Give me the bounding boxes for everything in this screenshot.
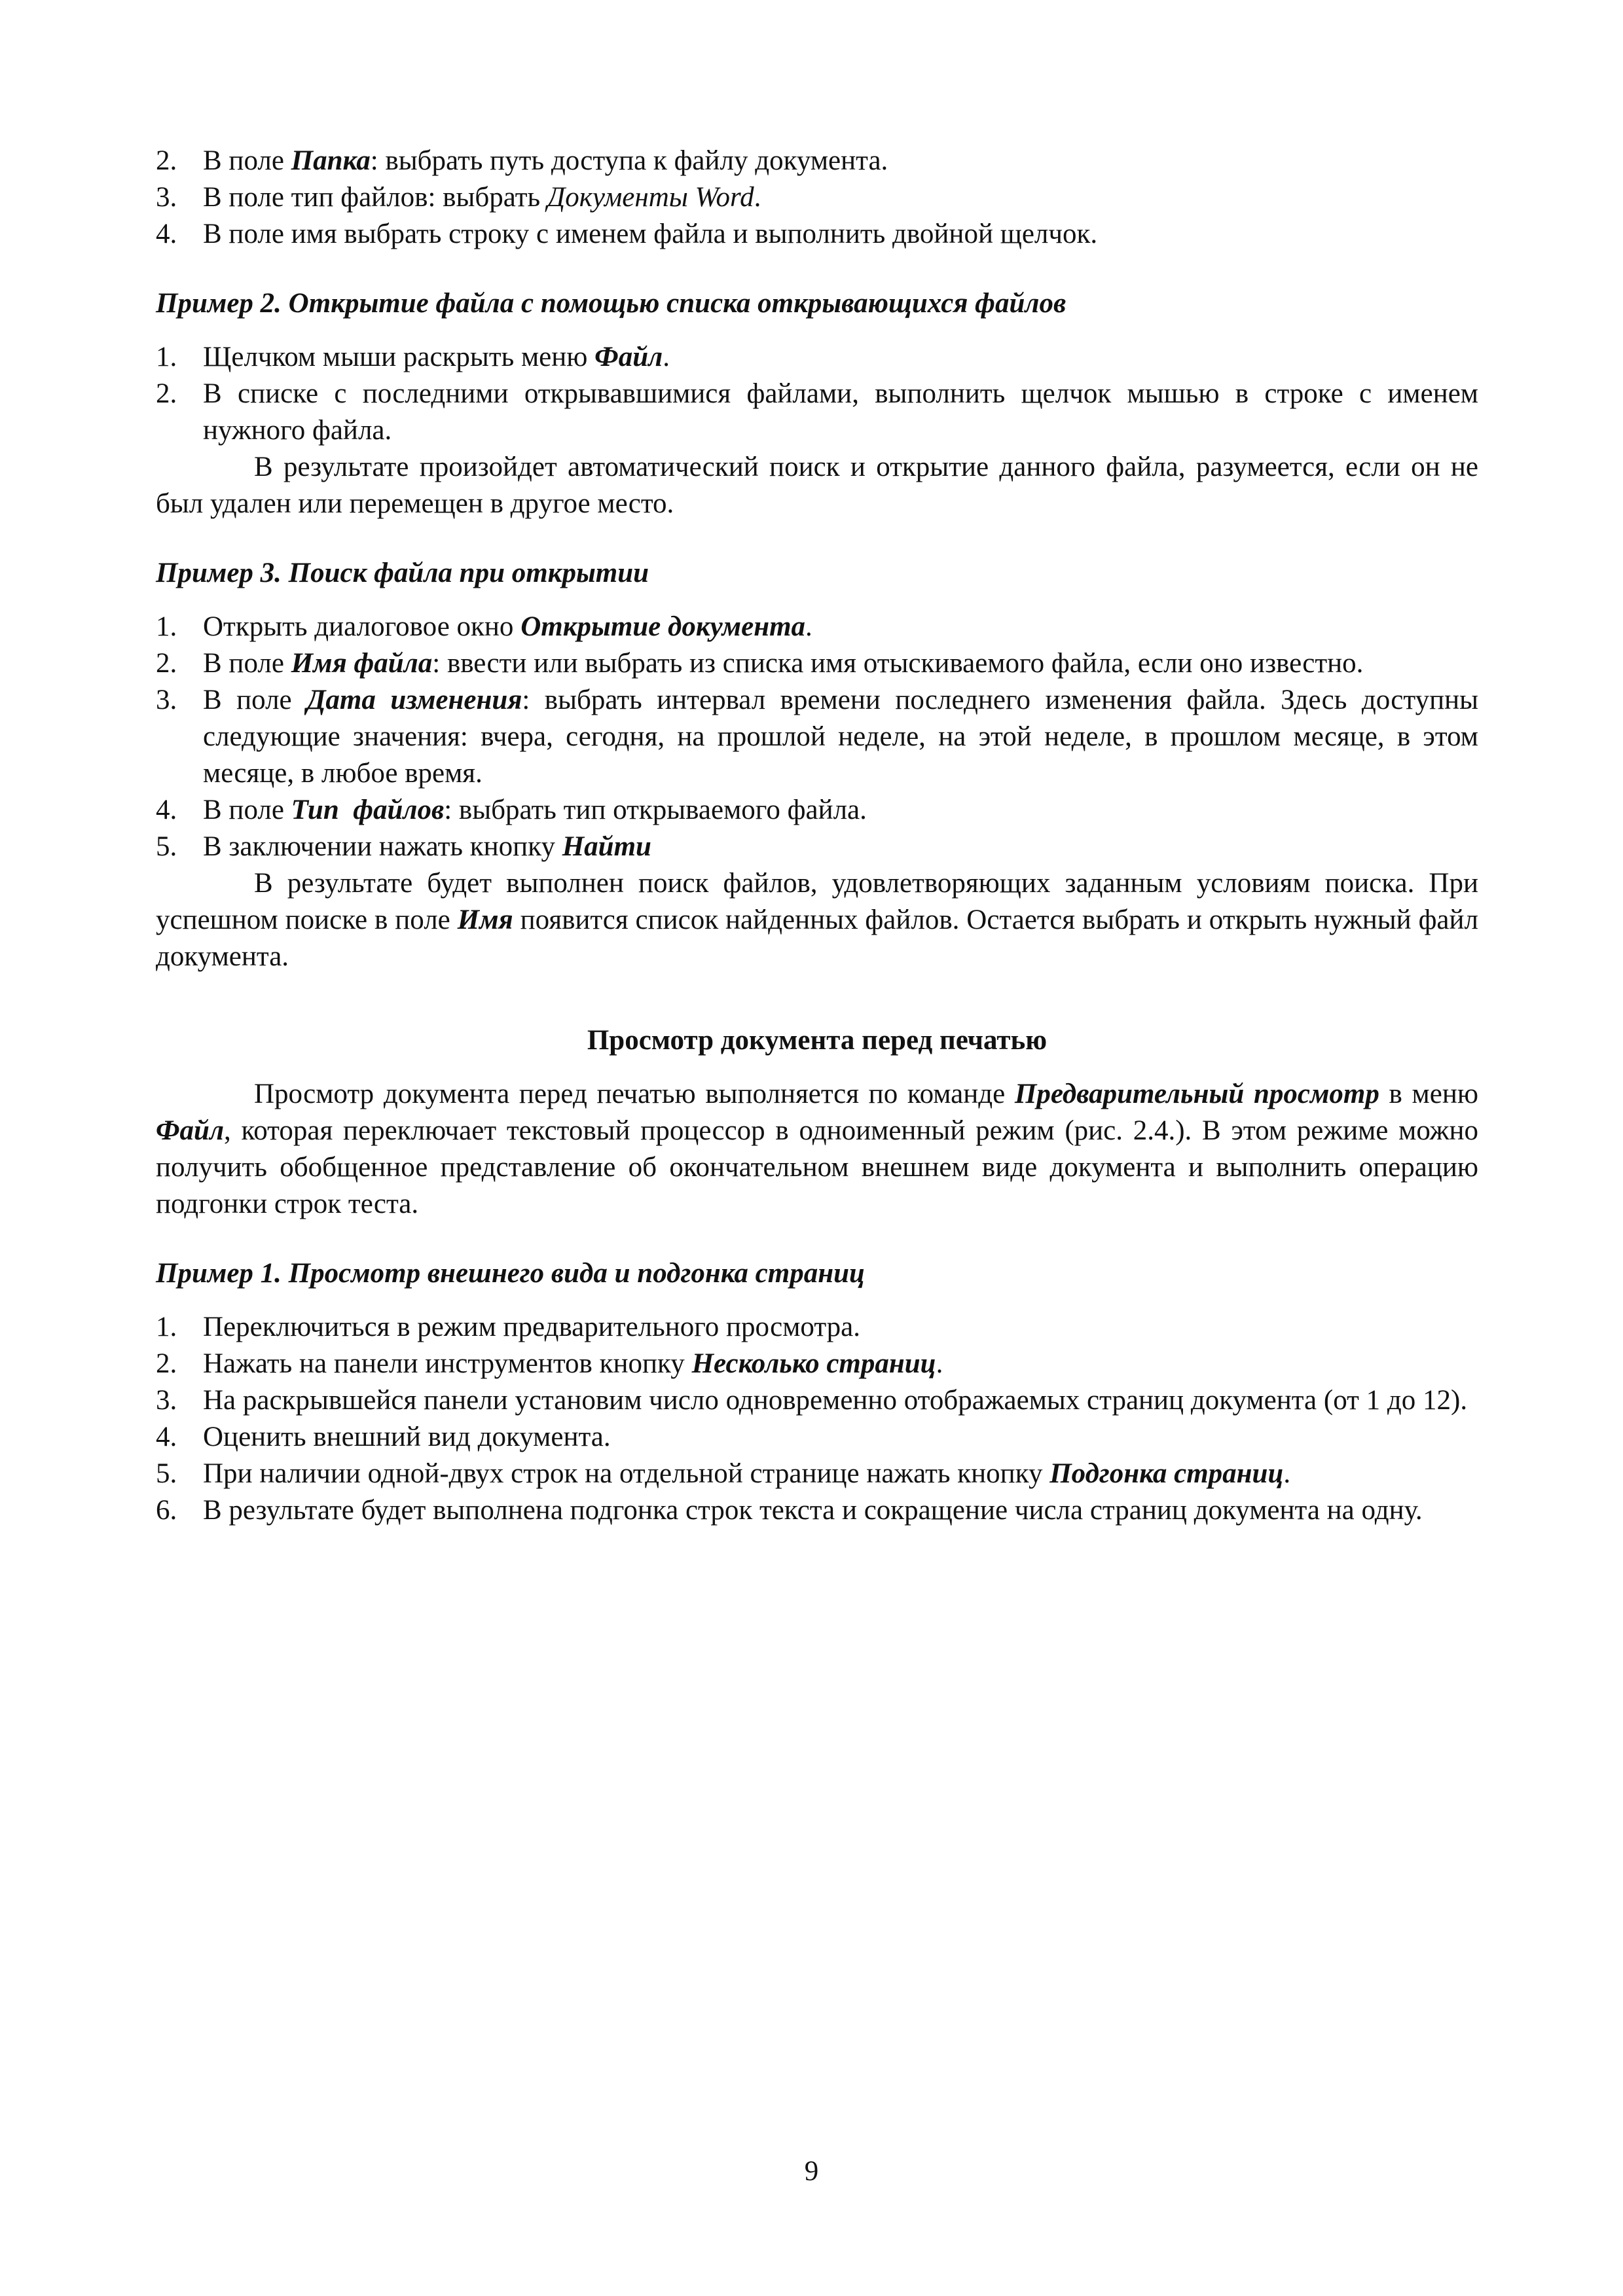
emphasis-term: Предварительный просмотр [1014, 1079, 1379, 1109]
example-1-list [156, 1309, 1478, 1529]
emphasis-term: Имя файла [291, 648, 433, 679]
list-item: 4. В поле Тип файлов: выбрать тип открываемого файла. [156, 792, 1478, 829]
list-number: 2. [156, 1348, 177, 1379]
example-3-result: В результате будет выполнен поиск файлов, удовлетворяющих заданным условиям поиска. При успешном поиске в поле Имя появится список найденных файлов. Остается выбрать и открыть нужный файл документа. [156, 868, 1478, 972]
list-number: 5. [156, 1458, 177, 1489]
page-number: 9 [804, 2156, 819, 2187]
list-number: 4. [156, 219, 177, 249]
list-item: 5. При наличии одной-двух строк на отдельной странице нажать кнопку Подгонка страниц. [156, 1456, 1478, 1492]
list-item: 3. В поле тип файлов: выбрать Документы Word. [156, 179, 1478, 216]
emphasis-term: Файл [156, 1115, 225, 1146]
example-3-heading: Пример 3. Поиск файла при открытии [156, 558, 649, 588]
example-3-list [156, 609, 1478, 865]
emphasis-term: Папка [291, 145, 371, 176]
emphasis-term: Тип файлов [291, 795, 445, 825]
list-number: 3. [156, 685, 177, 715]
list-number: 3. [156, 182, 177, 213]
emphasis-term: Имя [457, 905, 513, 935]
example-2-list [156, 339, 1478, 449]
example-2-result: В результате произойдет автоматический поиск и открытие данного файла, разумеется, если он не был удален или перемещен в другое место. [156, 452, 1478, 519]
list-item: 4. В поле имя выбрать строку с именем файла и выполнить двойной щелчок. [156, 216, 1478, 253]
list-number: 3. [156, 1385, 177, 1416]
emphasis-term: Подгонка страниц [1049, 1458, 1284, 1489]
list-item: 6. В результате будет выполнена подгонка строк текста и сокращение числа страниц документа на одну. [156, 1492, 1478, 1529]
open-file-steps-list [156, 143, 1478, 253]
list-item: 5. В заключении нажать кнопку Найти [156, 829, 1478, 865]
list-item: 3. В поле Дата изменения: выбрать интервал времени последнего изменения файла. Здесь доступны следующие значения: вчера, сегодня, на прошлой неделе, на этой неделе, в прошлом месяце, в этом месяце, в любое время. [156, 682, 1478, 792]
emphasis-term: Найти [562, 831, 651, 862]
list-number: 2. [156, 648, 177, 679]
list-item: 2. Нажать на панели инструментов кнопку Несколько страниц. [156, 1346, 1478, 1382]
document-page [156, 143, 1478, 1529]
list-item: 1. Переключиться в режим предварительного просмотра. [156, 1309, 1478, 1346]
emphasis-term: Документы Word [547, 182, 754, 213]
list-number: 4. [156, 1422, 177, 1452]
list-number: 6. [156, 1495, 177, 1526]
list-item: 2. В поле Папка: выбрать путь доступа к файлу документа. [156, 143, 1478, 179]
example-1-heading: Пример 1. Просмотр внешнего вида и подгонка страниц [156, 1258, 865, 1289]
preview-paragraph: Просмотр документа перед печатью выполняется по команде Предварительный просмотр в меню Файл, которая переключает текстовый процессор в одноименный режим (рис. 2.4.). В этом режиме можно получить обобщенное представление об окончательном внешнем виде документа и выполнить операцию подгонки строк теста. [156, 1079, 1478, 1219]
emphasis-term: Файл [594, 342, 663, 372]
section-title: Просмотр документа перед печатью [587, 1025, 1048, 1056]
list-item: 1. Открыть диалоговое окно Открытие документа. [156, 609, 1478, 645]
list-number: 1. [156, 611, 177, 642]
list-number: 2. [156, 378, 177, 409]
list-number: 5. [156, 831, 177, 862]
list-item: 4. Оценить внешний вид документа. [156, 1419, 1478, 1456]
list-item: 1. Щелчком мыши раскрыть меню Файл. [156, 339, 1478, 376]
list-item: 3. На раскрывшейся панели установим число одновременно отображаемых страниц документа (от 1 до 12). [156, 1382, 1478, 1419]
list-number: 4. [156, 795, 177, 825]
list-number: 1. [156, 1312, 177, 1342]
list-number: 1. [156, 342, 177, 372]
list-item: 2. В поле Имя файла: ввести или выбрать из списка имя отыскиваемого файла, если оно известно. [156, 645, 1478, 682]
emphasis-term: Несколько страниц [691, 1348, 936, 1379]
emphasis-term: Дата изменения [306, 685, 522, 715]
example-2-heading: Пример 2. Открытие файла с помощью списка открывающихся файлов [156, 288, 1067, 319]
list-number: 2. [156, 145, 177, 176]
emphasis-term: Открытие документа [520, 611, 806, 642]
list-item: 2. В списке с последними открывавшимися файлами, выполнить щелчок мышью в строке с именем нужного файла. [156, 376, 1478, 449]
